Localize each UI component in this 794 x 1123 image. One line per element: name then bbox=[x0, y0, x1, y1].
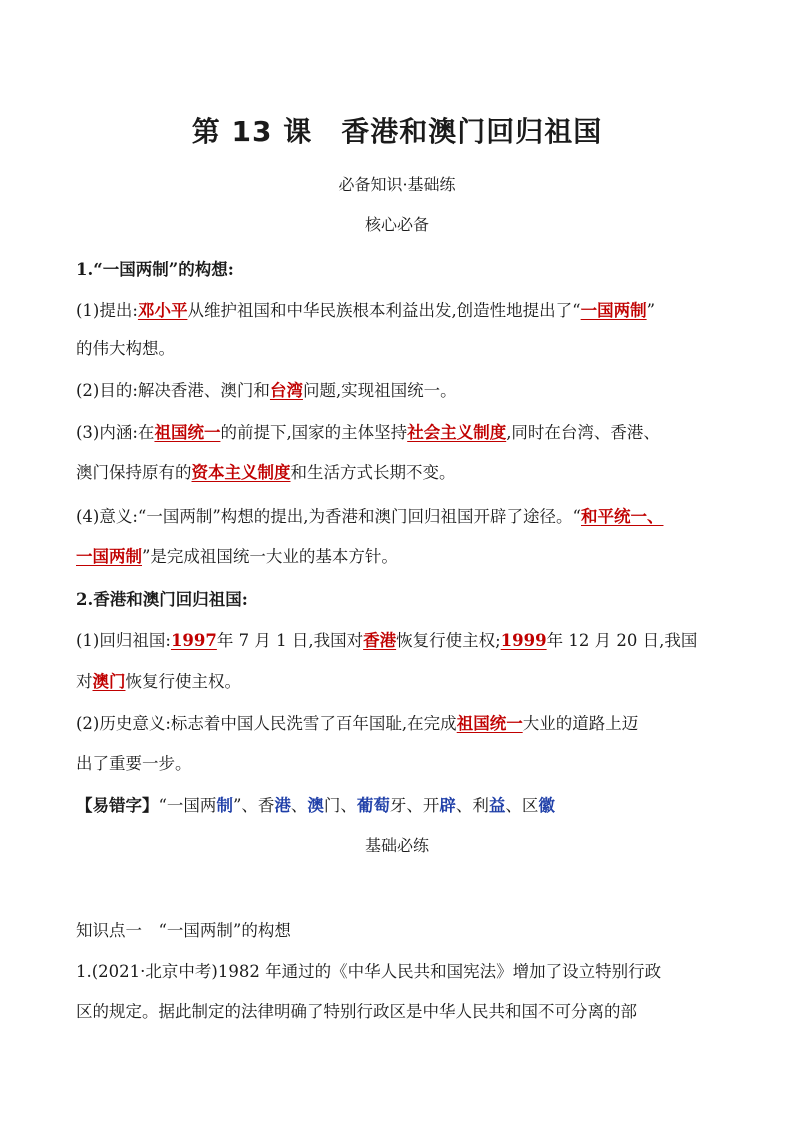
text: 的前提下,国家的主体坚持 bbox=[220, 423, 408, 442]
answer-deng-xiaoping: 邓小平 bbox=[137, 301, 188, 320]
answer-socialist-system: 社会主义制度 bbox=[407, 423, 507, 442]
char-ao: 澳 bbox=[307, 796, 324, 815]
text: (2)目的:解决香港、澳门和 bbox=[76, 381, 270, 400]
text: 年 7 月 1 日,我国对 bbox=[216, 631, 364, 650]
s1-p4-line1 bbox=[76, 503, 726, 527]
s1-p1-line1 bbox=[76, 297, 726, 321]
answer-year-1999: 1999 bbox=[500, 631, 547, 650]
answer-macao: 澳门 bbox=[92, 672, 126, 691]
question-1-line2: 区的规定。据此制定的法律明确了特别行政区是中华人民共和国不可分离的部 bbox=[76, 1002, 637, 1021]
subtitle-basic-practice: 基础必练 bbox=[364, 836, 429, 855]
s1-p4-line2 bbox=[76, 543, 726, 567]
subtitle-essential-knowledge: 必备知识·基础练 bbox=[338, 175, 456, 194]
text: 、区 bbox=[505, 796, 539, 815]
answer-taiwan: 台湾 bbox=[269, 381, 303, 400]
answer-capitalist-system: 资本主义制度 bbox=[191, 463, 291, 482]
s1-p3-line1 bbox=[76, 419, 726, 443]
char-yi: 益 bbox=[488, 796, 506, 815]
char-pi: 辟 bbox=[439, 796, 456, 815]
text: (1)回归祖国: bbox=[76, 631, 171, 650]
section-2-heading: 2.香港和澳门回归祖国: bbox=[76, 590, 248, 609]
knowledge-point-1: 知识点一 “一国两制”的构想 bbox=[76, 921, 291, 940]
text: “一国两 bbox=[158, 796, 217, 815]
text: 澳门保持原有的 bbox=[76, 463, 192, 482]
s1-p2 bbox=[76, 377, 726, 401]
text: ”是完成祖国统一大业的基本方针。 bbox=[142, 547, 398, 566]
text: 大业的道路上迈 bbox=[522, 714, 639, 733]
easy-mistake-characters bbox=[76, 792, 726, 816]
text: 恢复行使主权。 bbox=[125, 672, 241, 691]
answer-reunification-2: 祖国统一 bbox=[456, 714, 523, 733]
char-hui: 徽 bbox=[538, 796, 555, 815]
s2-p1-line2 bbox=[76, 668, 726, 692]
text: 年 12 月 20 日,我国 bbox=[546, 631, 698, 650]
s2-p1-line1 bbox=[76, 627, 726, 651]
question-1-line1: 1.(2021·北京中考)1982 年通过的《中华人民共和国宪法》增加了设立特别行政 bbox=[76, 962, 662, 981]
answer-one-country-two-systems: 一国两制 bbox=[580, 301, 647, 320]
answer-reunification: 祖国统一 bbox=[154, 423, 221, 442]
s1-p3-line2 bbox=[76, 459, 726, 483]
s1-p1-line2: 的伟大构想。 bbox=[76, 339, 175, 358]
text: 和生活方式长期不变。 bbox=[290, 463, 456, 482]
char-zhi: 制 bbox=[216, 796, 233, 815]
text: 、 bbox=[290, 796, 308, 815]
easy-mistake-label: 【易错字】 bbox=[76, 796, 159, 815]
text: 从维护祖国和中华民族根本利益出发,创造性地提出了“ bbox=[187, 301, 581, 320]
subtitle-core: 核心必备 bbox=[364, 215, 429, 234]
answer-one-country-two-systems-2: 一国两制 bbox=[76, 547, 142, 566]
text: ,同时在台湾、香港、 bbox=[506, 423, 660, 442]
s2-p2-line1 bbox=[76, 710, 726, 734]
answer-hong-kong: 香港 bbox=[363, 631, 397, 650]
text: ” bbox=[646, 301, 656, 320]
text: (3)内涵:在 bbox=[76, 423, 155, 442]
text: 问题,实现祖国统一。 bbox=[302, 381, 457, 400]
s2-p2-line2: 出了重要一步。 bbox=[76, 754, 192, 773]
text: (4)意义:“一国两制”构想的提出,为香港和澳门回归祖国开辟了途径。“ bbox=[76, 507, 581, 526]
text: 、利 bbox=[455, 796, 489, 815]
text: (2)历史意义:标志着中国人民洗雪了百年国耻,在完成 bbox=[76, 714, 457, 733]
char-putao: 葡萄 bbox=[356, 796, 390, 815]
text: 恢复行使主权; bbox=[396, 631, 501, 650]
text: 牙、开 bbox=[389, 796, 440, 815]
answer-year-1997: 1997 bbox=[170, 631, 217, 650]
text: ”、香 bbox=[232, 796, 275, 815]
char-gang: 港 bbox=[274, 796, 291, 815]
text: (1)提出: bbox=[76, 301, 138, 320]
section-1-heading: 1.“一国两制”的构想: bbox=[76, 260, 234, 279]
page-title: 第 13 课 香港和澳门回归祖国 bbox=[191, 115, 603, 148]
answer-peaceful-reunification: 和平统一、 bbox=[580, 507, 664, 526]
text: 对 bbox=[76, 672, 93, 691]
text: 门、 bbox=[323, 796, 357, 815]
